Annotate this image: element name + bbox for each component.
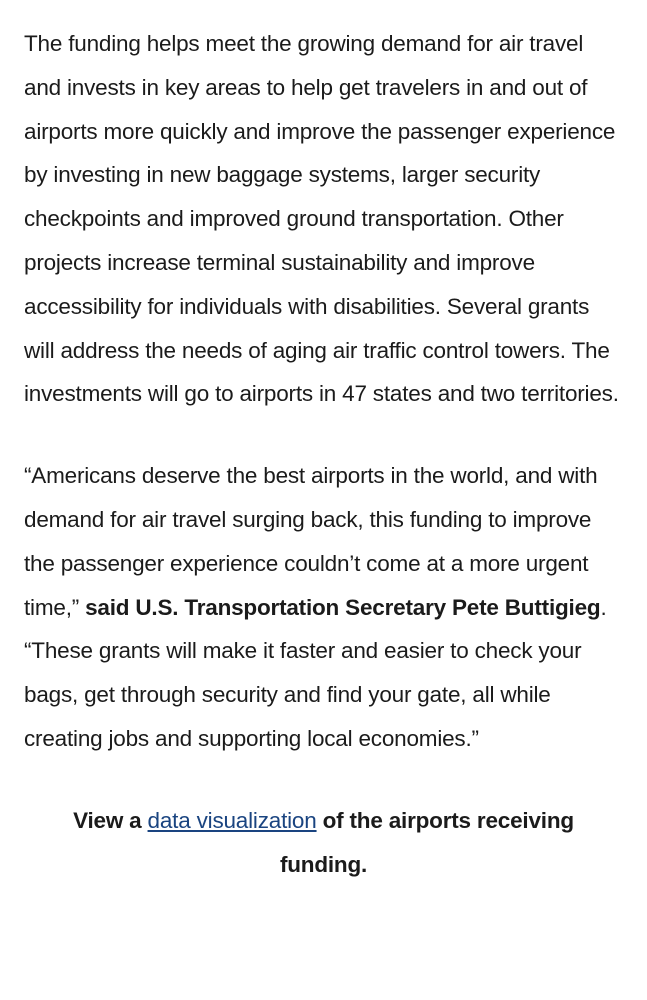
paragraph-funding-overview: The funding helps meet the growing demand for air travel and invests in key areas to help get travelers in and out of airports more quickly and improve the passenger experience by investing in new baggage systems, larger security checkpoints and improved ground transportation. Other projects increase terminal sustainability and improve accessibility for individuals with disabilities. Several grants will address the needs of aging air traffic control towers. The investments will go to airports in 47 states and two territories. bbox=[24, 31, 619, 407]
quote-end-text: . “These grants will make it faster and easier to check your bags, get through security and find your gate, all while creating jobs and supporting local economies.” bbox=[24, 594, 607, 751]
data-visualization-callout bbox=[24, 799, 623, 887]
quote-start-text: “Americans deserve the best airports in the world, and with demand for air travel surging back, this funding to improve the passenger experience couldn’t come at a more urgent time,” bbox=[24, 463, 598, 620]
data-visualization-link[interactable]: data visualization bbox=[147, 807, 317, 833]
paragraph-secretary-quote bbox=[24, 454, 623, 761]
cta-prefix: View a bbox=[73, 807, 148, 833]
cta-suffix: of the airports receiving funding. bbox=[279, 807, 574, 877]
speaker-attribution: said U.S. Transportation Secretary Pete Buttigieg bbox=[85, 594, 601, 620]
